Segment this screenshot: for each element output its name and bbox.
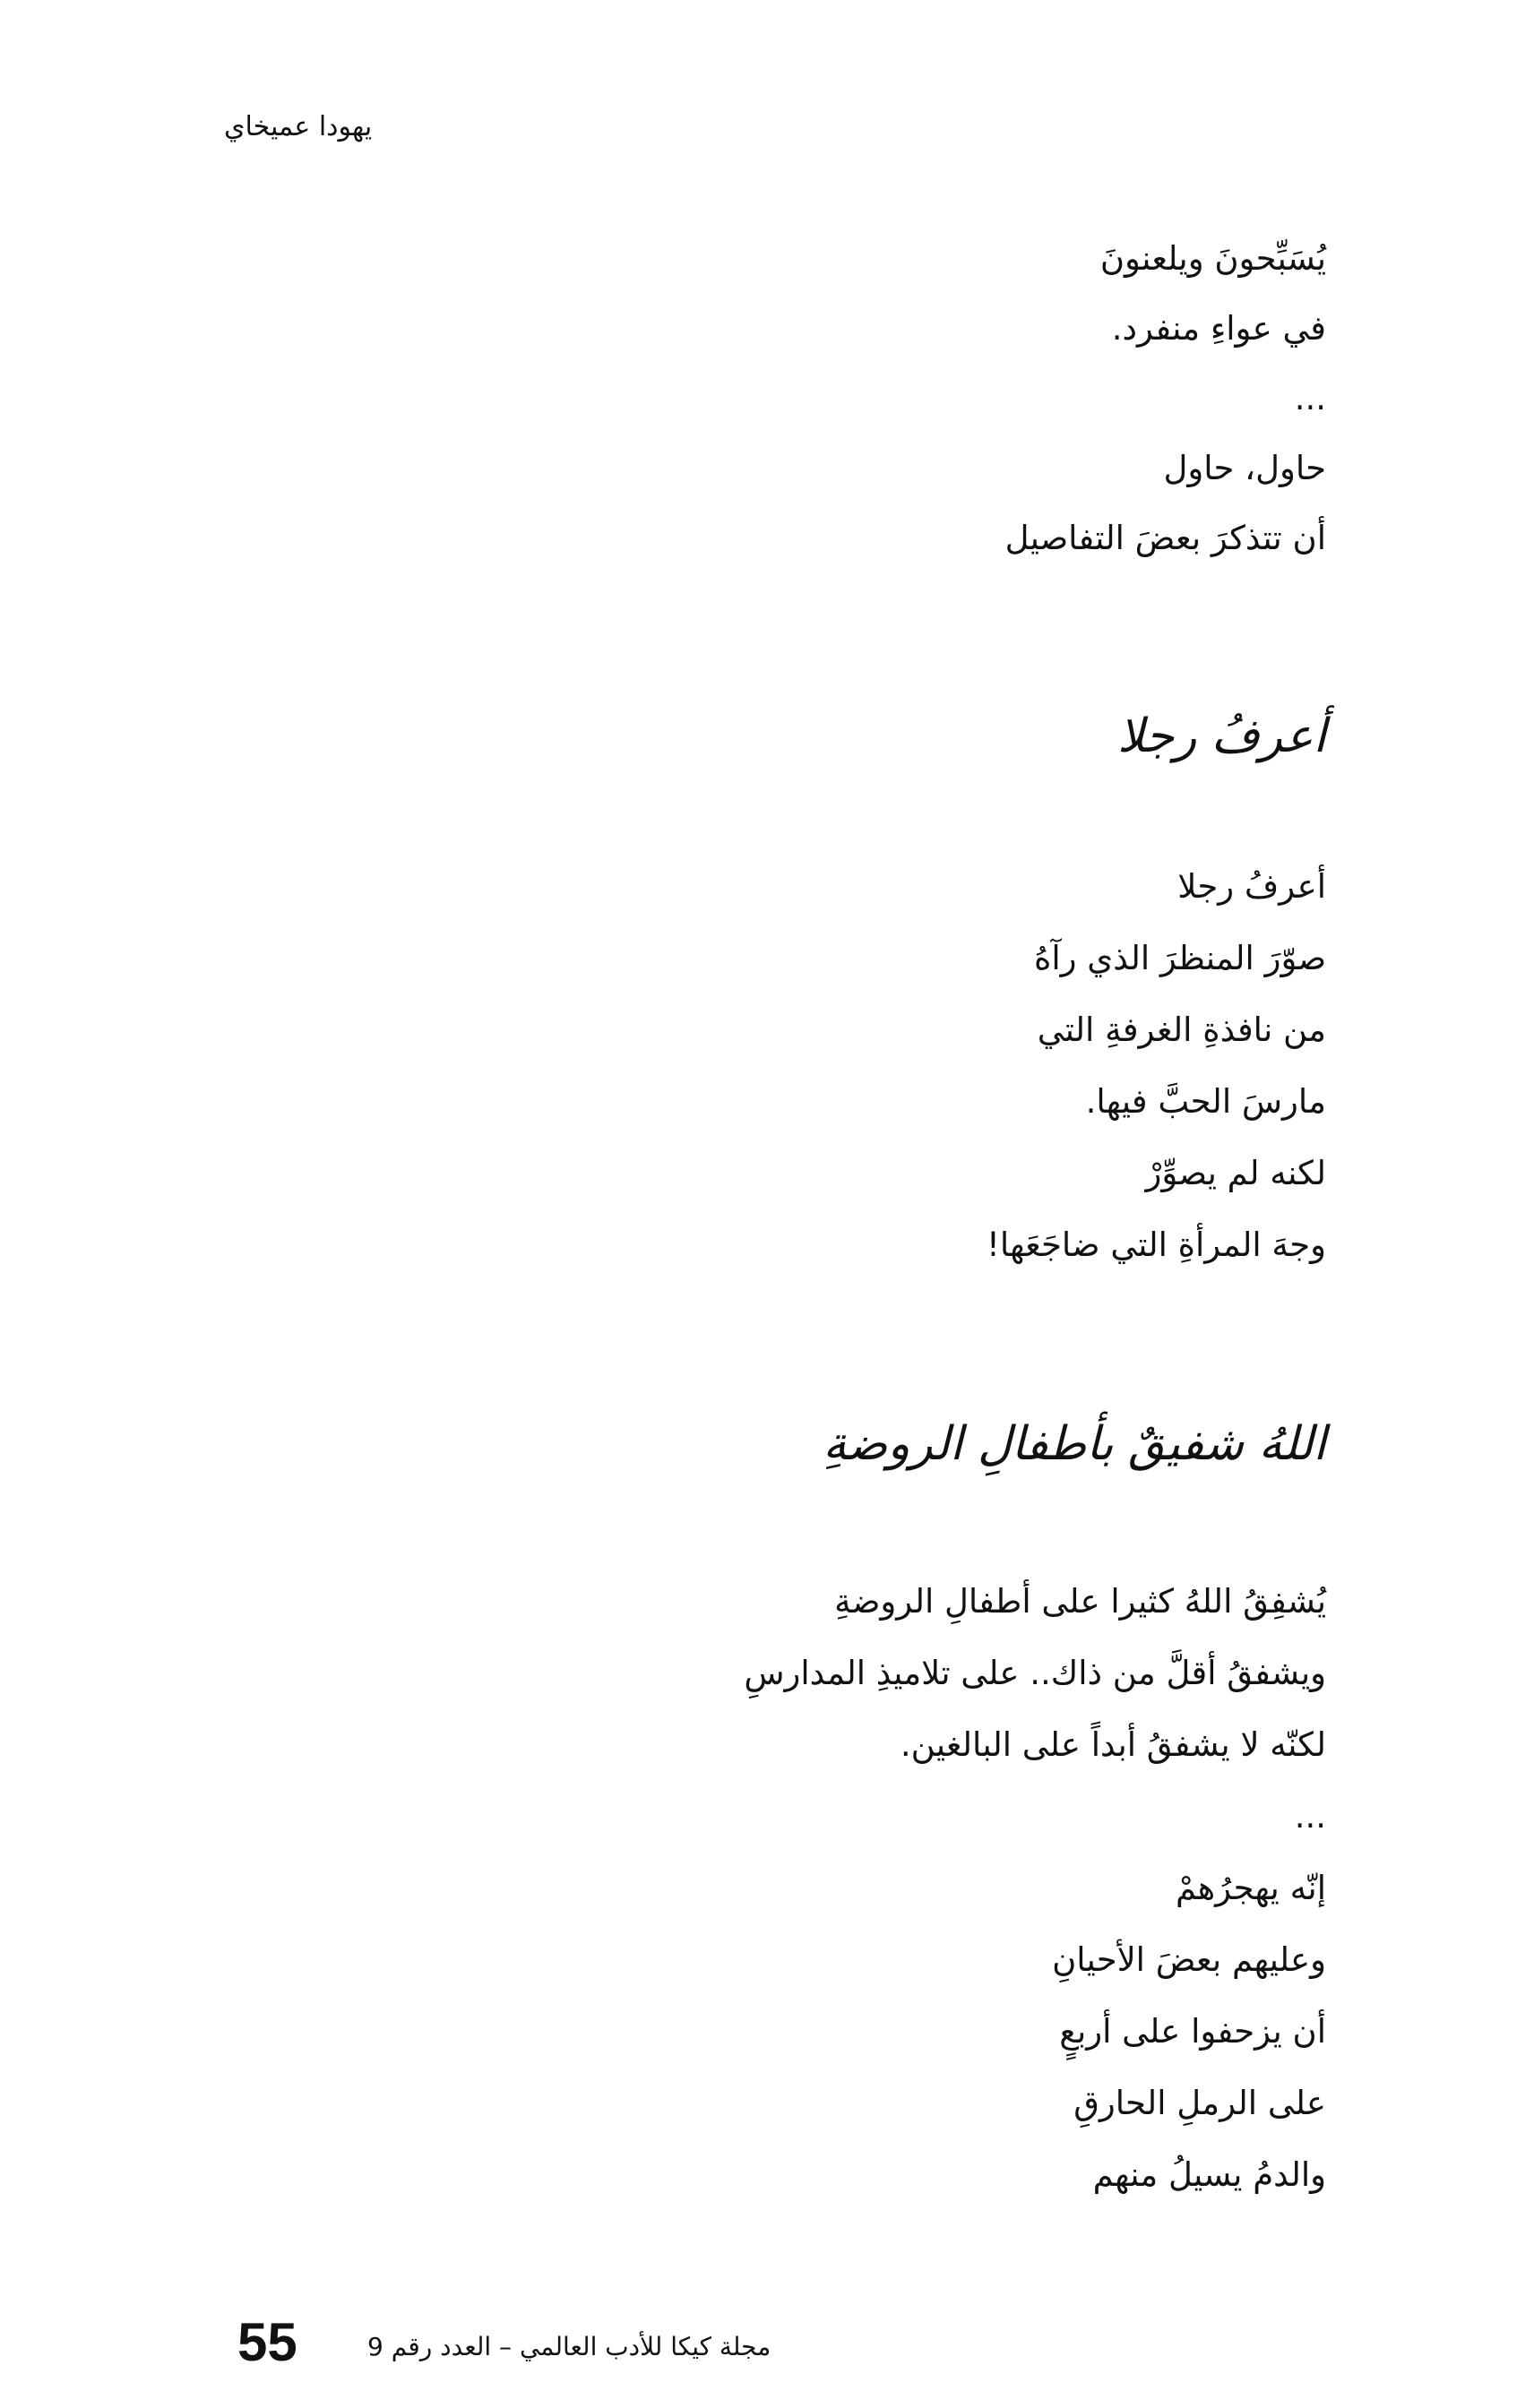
poem-line: يُسَبِّحونَ ويلعنونَ: [1099, 239, 1326, 278]
poem-line: ...: [1294, 1797, 1326, 1836]
poem-line: لكنّه لا يشفقُ أبداً على البالغين.: [900, 1725, 1326, 1764]
poem-line: إنّه يهجرُهمْ: [1176, 1869, 1326, 1907]
poem-line: والدمُ يسيلُ منهم: [1092, 2155, 1326, 2194]
poem-line: ويشفقُ أقلَّ من ذاك.. على تلاميذِ المدارسِ: [744, 1654, 1326, 1692]
poem-body: [340, 1566, 1326, 2211]
poem-body: [340, 851, 1326, 1281]
poem-line: لكنه لم يصوِّرْ: [1145, 1154, 1326, 1192]
poem-line: أن تتذكرَ بعضَ التفاصيل: [1004, 519, 1326, 557]
poem-line: أن يزحفوا على أربعٍ: [1059, 2012, 1326, 2051]
poem-line: أعرفُ رجلا: [1177, 867, 1326, 906]
poem-line: حاول، حاول: [1163, 449, 1326, 487]
poem-continuation: [340, 224, 1326, 573]
running-header-author: يهودا عميخاي: [224, 111, 373, 142]
poem-line: من نافذةِ الغرفةِ التي: [1037, 1010, 1326, 1049]
footer-journal-name: مجلة كيكا للأدب العالمي – العدد رقم 9: [367, 2332, 771, 2361]
poem-line: وعليهم بعضَ الأحيانِ: [1052, 1940, 1326, 1979]
poem-title: أعرفُ رجلا: [1117, 710, 1326, 763]
poem-line: في عواءِ منفرد.: [1111, 309, 1326, 348]
poem-line: مارسَ الحبَّ فيها.: [1085, 1082, 1326, 1121]
poem-line: وجهَ المرأةِ التي ضاجَعَها!: [986, 1226, 1326, 1264]
poem-line: صوّرَ المنظرَ الذي رآهُ: [1033, 939, 1326, 977]
poem-line: ...: [1294, 379, 1326, 417]
poem-line: على الرملِ الحارقِ: [1073, 2084, 1326, 2122]
poem-title: اللهُ شفيقٌ بأطفالِ الروضةِ: [823, 1417, 1326, 1471]
page-number: 55: [237, 2312, 297, 2372]
poem-line: يُشفِقُ اللهُ كثيرا على أطفالِ الروضةِ: [834, 1582, 1326, 1621]
